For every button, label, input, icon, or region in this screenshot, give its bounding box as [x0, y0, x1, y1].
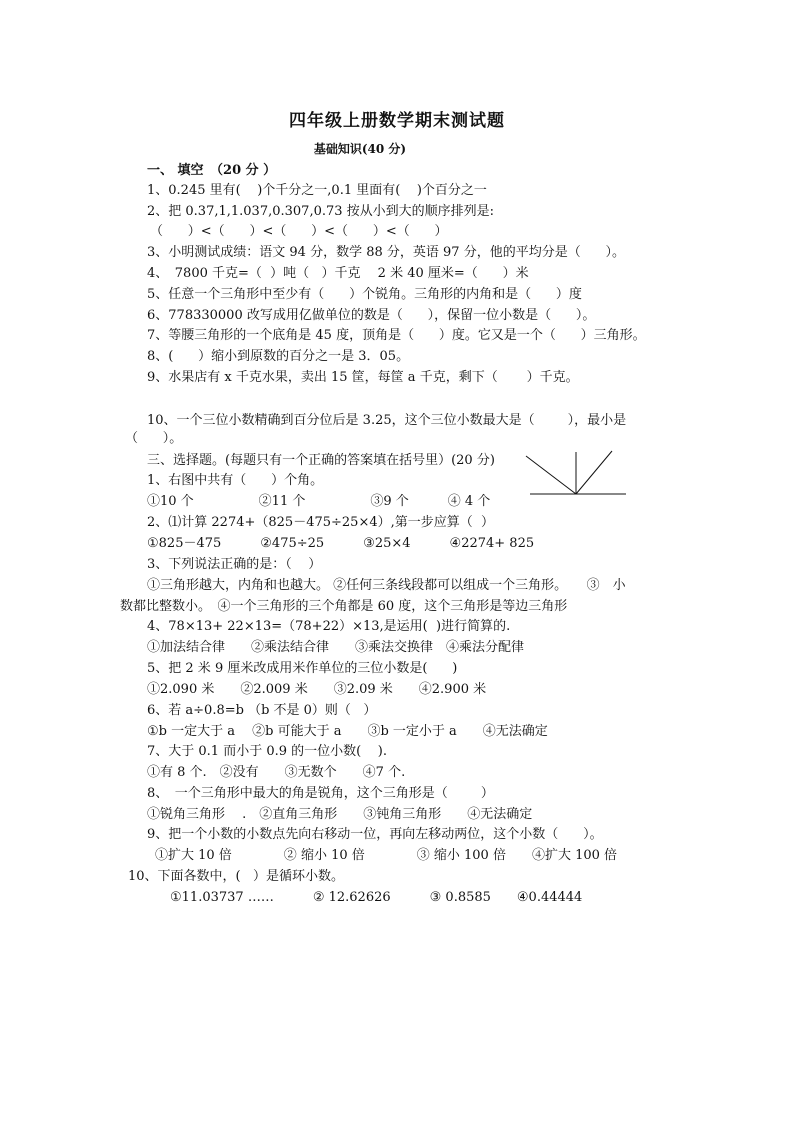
question-line: 6、若 a÷0.8=b （b 不是 0）则（ ） [147, 703, 377, 718]
question-line: 4、 7800 千克=（ ）吨（ ）千克 2 米 40 厘米=（ ）米 [147, 266, 529, 281]
option-line: ①三角形越大，内角和也越大。 ②任何三条线段都可以组成一个三角形。 ③ 小 [147, 578, 626, 593]
question-line: 5、任意一个三角形中至少有（ ）个锐角。三角形的内角和是（ ）度 [147, 287, 582, 302]
question-line: 4、78×13+ 22×13=（78+22）×13,是运用( )进行简算的. [147, 619, 511, 634]
question-line: 5、把 2 米 9 厘米改成用米作单位的三位小数是( ) [147, 661, 458, 676]
option-line: ①扩大 10 倍 ② 缩小 10 倍 ③ 缩小 100 倍 ④扩大 100 倍 [155, 848, 618, 863]
option-line: ①加法结合律 ②乘法结合律 ③乘法交换律 ④乘法分配律 [147, 640, 525, 655]
figure-ray-left [526, 456, 576, 494]
question-line: 1、0.245 里有( )个千分之一,0.1 里面有( )个百分之一 [147, 183, 487, 198]
question-line: 7、等腰三角形的一个底角是 45 度，顶角是（ ）度。它又是一个（ ）三角形。 [147, 328, 646, 343]
question-line: 8、( ）缩小到原数的百分之一是 3．05。 [147, 349, 410, 364]
question-line: （ ）<（ ）<（ ）<（ ）<（ ） [150, 224, 448, 239]
question-line: 9、把一个小数的小数点先向右移动一位，再向左移动两位，这个小数（ ）。 [147, 827, 603, 842]
option-line: ①b 一定大于 a ②b 可能大于 a ③b 一定小于 a ④无法确定 [147, 724, 548, 739]
option-line: ①2.090 米 ②2.009 米 ③2.09 米 ④2.900 米 [147, 682, 487, 697]
question-line: 9、水果店有 x 千克水果，卖出 15 筐，每筐 a 千克，剩下（ ）千克。 [147, 370, 579, 385]
angle-figure [520, 448, 630, 498]
option-line: ①锐角三角形 . ②直角三角形 ③钝角三角形 ④无法确定 [147, 807, 533, 822]
question-line: 3、下列说法正确的是：（ ） [147, 557, 322, 572]
section-heading-fill-blank: 一、 填空 （20 分 ） [147, 163, 277, 178]
question-line: （ ）。 [125, 431, 183, 446]
option-line: 数都比整数小。 ④一个三角形的三个角都是 60 度，这个三角形是等边三角形 [120, 599, 568, 614]
option-line: ①11.03737 …… ② 12.62626 ③ 0.8585 ④0.44444 [170, 890, 583, 905]
page-subtitle: 基础知识(40 分) [313, 142, 407, 156]
option-line: ①有 8 个. ②没有 ③无数个 ④7 个. [147, 765, 406, 780]
figure-ray-right [576, 451, 612, 494]
question-line: 2、把 0.37,1,1.037,0.307,0.73 按从小到大的顺序排列是: [147, 204, 495, 219]
question-line: 8、 一个三角形中最大的角是锐角，这个三角形是（ ） [147, 786, 494, 801]
option-line: ①825－475 ②475÷25 ③25×4 ④2274+ 825 [147, 536, 535, 551]
page-title: 四年级上册数学期末测试题 [289, 111, 505, 131]
section-heading-choice: 三、选择题。(每题只有一个正确的答案填在括号里）(20 分) [147, 453, 495, 468]
question-line: 6、778330000 改写成用亿做单位的数是（ ），保留一位小数是（ ）。 [147, 308, 596, 323]
option-line: ①10 个 ②11 个 ③9 个 ④ 4 个 [147, 494, 491, 509]
question-line: 3、小明测试成绩：语文 94 分，数学 88 分，英语 97 分，他的平均分是（ ）。 [147, 245, 625, 260]
question-line: 7、大于 0.1 而小于 0.9 的一位小数( ). [147, 744, 387, 759]
question-line: 10、一个三位小数精确到百分位后是 3.25，这个三位小数最大是（ ），最小是 [147, 413, 627, 428]
question-line: 2、⑴计算 2274+（825－475÷25×4）,第一步应算（ ） [147, 515, 495, 530]
question-line: 10、下面各数中，( ）是循环小数。 [128, 869, 345, 884]
question-line: 1、右图中共有（ ）个角。 [147, 473, 324, 488]
